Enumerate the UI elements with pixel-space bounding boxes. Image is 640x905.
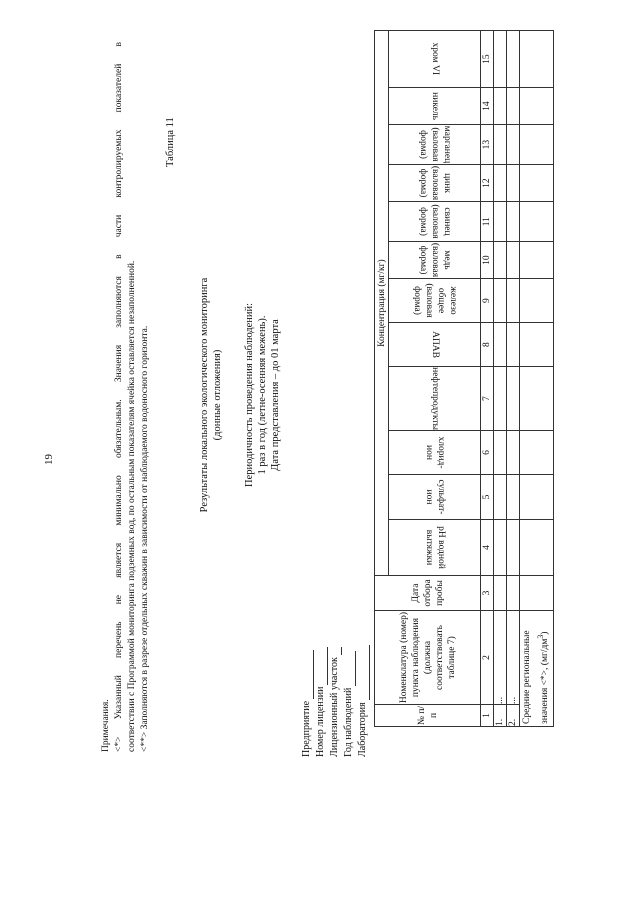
table-cell[interactable]	[507, 367, 520, 431]
table-cell[interactable]	[520, 202, 554, 242]
column-number: 1	[481, 705, 494, 727]
row-point: ...	[494, 611, 507, 705]
header-surfactants: АПАВ	[389, 323, 481, 367]
table-cell[interactable]	[494, 279, 507, 323]
meta-fields	[300, 645, 370, 757]
header-date: Дата отбора пробы	[375, 576, 481, 611]
header-nickel: никель	[389, 88, 481, 125]
table-cell[interactable]	[520, 279, 554, 323]
column-number: 13	[481, 125, 494, 165]
table-cell[interactable]	[507, 88, 520, 125]
periodicity-heading: Периодичность проведения наблюдений:	[244, 302, 255, 488]
table-row	[494, 31, 507, 727]
meta-label: Предприятие	[301, 700, 312, 757]
column-number: 4	[481, 520, 494, 576]
meta-label: Номер лицензии	[315, 686, 326, 757]
column-number: 3	[481, 576, 494, 611]
meta-blank-line[interactable]	[316, 647, 328, 685]
row-num: 2.	[507, 705, 520, 727]
table-cell[interactable]	[520, 431, 554, 475]
table-cell[interactable]	[507, 279, 520, 323]
table-cell[interactable]	[520, 125, 554, 165]
column-number: 8	[481, 323, 494, 367]
table-cell[interactable]	[494, 165, 507, 202]
table-cell[interactable]	[494, 367, 507, 431]
table-cell[interactable]	[507, 165, 520, 202]
periodicity-value: 1 раз в год (летне-осенняя межень).	[257, 315, 268, 475]
table-cell[interactable]	[507, 31, 520, 88]
column-number: 15	[481, 31, 494, 88]
meta-blank-line[interactable]	[302, 650, 314, 699]
table-label: Таблица 11	[165, 117, 176, 167]
page-number: 19	[43, 454, 55, 465]
table-cell[interactable]	[520, 576, 554, 611]
header-zinc: цинк (валовая форма)	[389, 165, 481, 202]
header-sulfate: сульфат-ион	[389, 475, 481, 520]
meta-field-license	[314, 645, 328, 757]
column-number: 11	[481, 202, 494, 242]
meta-blank-line[interactable]	[330, 647, 342, 655]
table-cell[interactable]	[507, 242, 520, 279]
table-cell[interactable]	[494, 88, 507, 125]
header-chloride: хлорид-ион	[389, 431, 481, 475]
report-subtitle: (донные отложения)	[212, 349, 223, 441]
meta-field-enterprise	[300, 645, 314, 757]
table-cell[interactable]	[507, 125, 520, 165]
table-cell[interactable]	[520, 31, 554, 88]
table-cell[interactable]	[494, 242, 507, 279]
submission-date: Дата представления – до 01 марта	[270, 319, 281, 471]
column-number: 6	[481, 431, 494, 475]
note-line: <*> Указанный перечень не является минимально обязательным. Значения заполняются в части контролируемых показателей в	[114, 42, 124, 752]
meta-field-year	[342, 645, 356, 757]
column-number: 12	[481, 165, 494, 202]
table-row	[507, 31, 520, 727]
table-cell[interactable]	[507, 576, 520, 611]
header-iron: железо общее (валовая форма)	[389, 279, 481, 323]
table-footer-row	[520, 31, 554, 727]
meta-blank-line[interactable]	[358, 645, 370, 700]
table-cell[interactable]	[507, 202, 520, 242]
column-number: 10	[481, 242, 494, 279]
header-petroleum: нефтепродукты	[389, 367, 481, 431]
table-cell[interactable]	[520, 520, 554, 576]
table-cell[interactable]	[494, 31, 507, 88]
periodicity-block	[243, 185, 282, 605]
table-cell[interactable]	[494, 323, 507, 367]
table-cell[interactable]	[507, 323, 520, 367]
table-cell[interactable]	[507, 520, 520, 576]
table-cell[interactable]	[520, 165, 554, 202]
header-lead: свинец (валовая форма)	[389, 202, 481, 242]
table-cell[interactable]	[494, 125, 507, 165]
table-cell[interactable]	[494, 576, 507, 611]
header-ph: pH водной вытяжки	[389, 520, 481, 576]
header-copper: медь (валовая форма)	[389, 242, 481, 279]
column-number: 7	[481, 367, 494, 431]
header-chromium: хром VI	[389, 31, 481, 88]
table-cell[interactable]	[520, 323, 554, 367]
table-cell[interactable]	[494, 520, 507, 576]
table-cell[interactable]	[507, 475, 520, 520]
table-cell[interactable]	[494, 431, 507, 475]
meta-label: Лицензионный участок	[329, 657, 340, 757]
notes-block	[100, 42, 152, 752]
column-number: 14	[481, 88, 494, 125]
meta-field-lab	[356, 645, 370, 757]
report-title	[198, 185, 224, 605]
header-point: Номенклатура (номер) пункта наблюдения (должна соответствовать таблице 7)	[375, 611, 481, 705]
column-number: 5	[481, 475, 494, 520]
notes-heading: Примечания.	[101, 699, 111, 752]
header-num: № п/п	[375, 705, 481, 727]
footer-label: Средние региональные значения <*>, $(мг/дм^3)$	[520, 611, 554, 727]
table-cell[interactable]	[494, 202, 507, 242]
note-line: <**> Заполняются в разрезе отдельных скважин в зависимости от наблюдаемого водоносного горизонта.	[140, 325, 150, 752]
row-num: 1.	[494, 705, 507, 727]
header-concentration: Концентрация (мг/кг)	[375, 31, 389, 576]
row-point: ...	[507, 611, 520, 705]
table-cell[interactable]	[520, 475, 554, 520]
meta-field-site	[328, 645, 342, 757]
note-line: соответствии с Программой мониторинга подземных вод, по остальным показателям ячейка оставляется незаполненной.	[127, 260, 137, 752]
table-cell[interactable]	[520, 88, 554, 125]
column-number: 9	[481, 279, 494, 323]
report-title-line: Результаты локального экологического мониторинга	[199, 277, 210, 513]
meta-label: Год наблюдений	[343, 687, 354, 757]
table-cell[interactable]	[520, 242, 554, 279]
meta-blank-line[interactable]	[344, 651, 356, 686]
monitoring-table	[374, 30, 554, 727]
meta-label: Лаборатория	[357, 702, 368, 757]
header-manganese: марганец (валовая форма)	[389, 125, 481, 165]
column-number: 2	[481, 611, 494, 705]
table-cell[interactable]	[520, 367, 554, 431]
table-cell[interactable]	[494, 475, 507, 520]
table-cell[interactable]	[507, 431, 520, 475]
